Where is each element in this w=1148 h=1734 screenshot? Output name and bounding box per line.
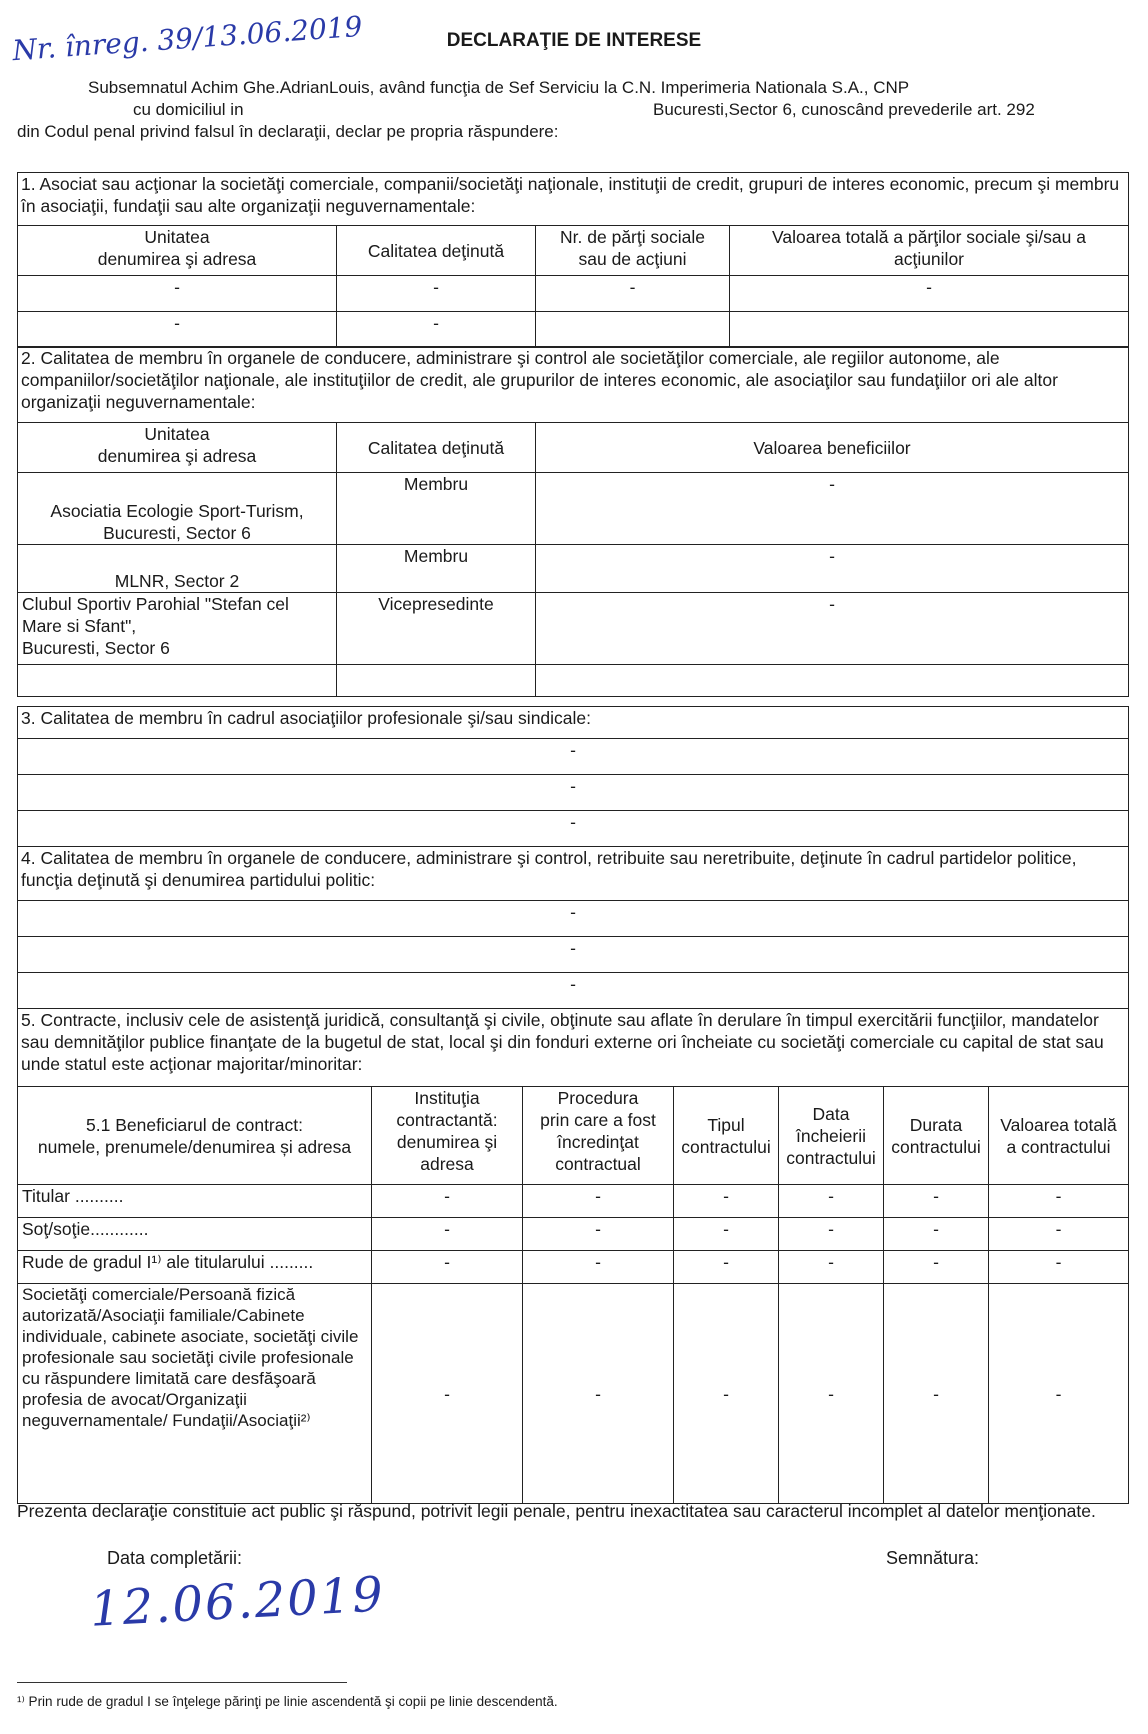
s1-col-value: Valoarea totală a părţilor sociale şi/sau a acţiunilor bbox=[730, 226, 1129, 276]
section-5-heading: 5. Contracte, inclusiv cele de asistenţă juridică, consultanţă şi civile, obţinute sau aflate în derulare în timpul exercitării funcţiilor, mandatelor sau demnităţilor publice finanţate de la bugetul de stat, local şi din fonduri externe ori încheiate cu societăţi comerciale cu capital de stat sau unde statul este acţionar majoritar/minoritar: bbox=[17, 1008, 1129, 1086]
intro-line-2-left: cu domiciliul in bbox=[133, 100, 244, 119]
closing-statement: Prezenta declaraţie constituie act public şi răspund, potrivit legii penale, pentru inexactitatea sau caracterul incomplet al datelor menţionate. bbox=[17, 1501, 1096, 1521]
table-cell: - bbox=[372, 1251, 523, 1284]
table-cell bbox=[337, 665, 536, 697]
table-cell: - bbox=[674, 1218, 779, 1251]
date-handwritten: 12.06.2019 bbox=[88, 1566, 387, 1638]
section-2-table bbox=[17, 422, 1129, 697]
table-cell: - bbox=[372, 1218, 523, 1251]
table-cell: - bbox=[337, 276, 536, 312]
table-cell: - bbox=[523, 1185, 674, 1218]
table-row bbox=[18, 739, 1129, 775]
table-row bbox=[18, 901, 1129, 937]
table-cell: - bbox=[884, 1251, 989, 1284]
s2-value-cell: - bbox=[536, 473, 1129, 545]
table-cell: - bbox=[730, 276, 1129, 312]
section-4-table bbox=[17, 900, 1129, 1009]
s5-col-beneficiary: 5.1 Beneficiarul de contract: numele, prenumele/denumirea și adresa bbox=[18, 1087, 372, 1185]
s5-row-label: Titular .......... bbox=[18, 1185, 372, 1218]
s2-col-role: Calitatea deţinută bbox=[337, 423, 536, 473]
table-cell: - bbox=[674, 1251, 779, 1284]
table-cell: - bbox=[884, 1218, 989, 1251]
table-cell: - bbox=[523, 1251, 674, 1284]
table-cell: - bbox=[989, 1251, 1129, 1284]
table-cell: - bbox=[372, 1284, 523, 1504]
s5-col-date: Data încheierii contractului bbox=[779, 1087, 884, 1185]
s1-col-role: Calitatea deţinută bbox=[337, 226, 536, 276]
section-5-table bbox=[17, 1086, 1129, 1504]
s5-col-duration: Durata contractului bbox=[884, 1087, 989, 1185]
s2-role-cell: Membru bbox=[337, 473, 536, 545]
s2-col-unit: Unitatea denumirea şi adresa bbox=[18, 423, 337, 473]
table-row bbox=[18, 775, 1129, 811]
table-cell bbox=[18, 665, 337, 697]
table-cell bbox=[730, 312, 1129, 348]
table-row bbox=[18, 473, 1129, 545]
s5-col-institution: Instituţia contractantă: denumirea şi adresa bbox=[372, 1087, 523, 1185]
s5-col-procedure: Procedura prin care a fost încredinţat contractual bbox=[523, 1087, 674, 1185]
signature-label: Semnătura: bbox=[886, 1548, 980, 1568]
s5-col-type: Tipul contractului bbox=[674, 1087, 779, 1185]
s5-row-label: Rude de gradul I¹⁾ ale titularului ......... bbox=[18, 1251, 372, 1284]
table-cell bbox=[536, 312, 730, 348]
s2-value-cell: - bbox=[536, 593, 1129, 665]
intro-line-2-right: Bucuresti,Sector 6, cunoscând prevederile art. 292 bbox=[653, 100, 1035, 119]
table-row bbox=[18, 545, 1129, 593]
date-label: Data completării: bbox=[107, 1548, 243, 1568]
table-row bbox=[18, 973, 1129, 1009]
s2-unit-cell: Asociatia Ecologie Sport-Turism, Bucuresti, Sector 6 bbox=[18, 473, 337, 545]
table-row bbox=[18, 1218, 1129, 1251]
s5-col-total: Valoarea totală a contractului bbox=[989, 1087, 1129, 1185]
table-cell: - bbox=[18, 775, 1129, 811]
section-3-heading: 3. Calitatea de membru în cadrul asociaţiilor profesionale şi/sau sindicale: bbox=[17, 706, 1129, 738]
s2-role-cell: Membru bbox=[337, 545, 536, 593]
intro-line-1: Subsemnatul Achim Ghe.AdrianLouis, având funcţia de Sef Serviciu la C.N. Imperimeria Nationala S.A., CNP bbox=[88, 78, 910, 97]
table-row bbox=[18, 1284, 1129, 1504]
section-4-heading: 4. Calitatea de membru în organele de conducere, administrare şi control, retribuite sau neretribuite, deţinute în cadrul partidelor politice, funcţia deţinută şi denumirea partidului politic: bbox=[17, 846, 1129, 900]
s5-row-label: Soţ/soţie............ bbox=[18, 1218, 372, 1251]
table-cell: - bbox=[18, 739, 1129, 775]
table-row bbox=[18, 811, 1129, 847]
document-title: DECLARAŢIE DE INTERESE bbox=[446, 30, 702, 51]
s2-unit-cell: Clubul Sportiv Parohial "Stefan cel Mare si Sfant", Bucuresti, Sector 6 bbox=[18, 593, 337, 665]
table-cell: - bbox=[18, 811, 1129, 847]
table-cell: - bbox=[18, 937, 1129, 973]
intro-line-3: din Codul penal privind falsul în declaraţii, declar pe propria răspundere: bbox=[17, 122, 559, 141]
s1-col-unit: Unitatea denumirea şi adresa bbox=[18, 226, 337, 276]
table-cell: - bbox=[884, 1185, 989, 1218]
table-cell: - bbox=[372, 1185, 523, 1218]
table-cell: - bbox=[18, 901, 1129, 937]
section-1-table bbox=[17, 225, 1129, 348]
s1-col-shares: Nr. de părţi sociale sau de acţiuni bbox=[536, 226, 730, 276]
table-cell: - bbox=[523, 1284, 674, 1504]
table-cell bbox=[536, 665, 1129, 697]
table-row bbox=[18, 665, 1129, 697]
table-row bbox=[18, 937, 1129, 973]
table-cell: - bbox=[18, 276, 337, 312]
table-cell: - bbox=[884, 1284, 989, 1504]
table-cell: - bbox=[523, 1218, 674, 1251]
table-cell: - bbox=[779, 1218, 884, 1251]
table-cell: - bbox=[536, 276, 730, 312]
s2-role-cell: Vicepresedinte bbox=[337, 593, 536, 665]
table-row bbox=[18, 593, 1129, 665]
table-cell: - bbox=[779, 1284, 884, 1504]
table-row bbox=[18, 312, 1129, 348]
table-cell: - bbox=[989, 1185, 1129, 1218]
table-cell: - bbox=[989, 1284, 1129, 1504]
table-cell: - bbox=[779, 1185, 884, 1218]
table-cell: - bbox=[989, 1218, 1129, 1251]
table-cell: - bbox=[674, 1284, 779, 1504]
s2-value-cell: - bbox=[536, 545, 1129, 593]
footnote-divider bbox=[17, 1682, 347, 1683]
section-3-table bbox=[17, 738, 1129, 847]
table-cell: - bbox=[674, 1185, 779, 1218]
s5-row-label: Societăţi comerciale/Persoană fizică autorizată/Asociaţii familiale/Cabinete individuale, cabinete asociate, societăţi civile profesionale sau societăţi civile profesionale cu răspundere limitată care desfăşoară profesia de avocat/Organizaţii neguvernamentale/ Fundaţii/Asociaţii²⁾ bbox=[18, 1284, 372, 1504]
section-2-heading: 2. Calitatea de membru în organele de conducere, administrare şi control ale societăţilor comerciale, ale regiilor autonome, ale companiilor/societăţilor naţionale, ale instituţiilor de credit, ale grupurilor de interes economic, ale asociaţilor sau fundaţiilor ori ale altor organizaţii neguvernamentale: bbox=[17, 346, 1129, 422]
footnote-1: ¹⁾ Prin rude de gradul I se înţelege părinţi pe linie ascendentă şi copii pe linie descendentă. bbox=[17, 1694, 558, 1709]
table-row bbox=[18, 1251, 1129, 1284]
registration-handwritten-note: Nr. înreg. 39/13.06.2019 bbox=[11, 9, 364, 68]
table-cell: - bbox=[337, 312, 536, 348]
table-cell: - bbox=[18, 973, 1129, 1009]
table-row bbox=[18, 1185, 1129, 1218]
s2-col-benefits: Valoarea beneficiilor bbox=[536, 423, 1129, 473]
table-cell: - bbox=[779, 1251, 884, 1284]
table-cell: - bbox=[18, 312, 337, 348]
table-row bbox=[18, 276, 1129, 312]
section-1-heading: 1. Asociat sau acţionar la societăţi comerciale, companii/societăţi naţionale, instituţii de credit, grupuri de interes economic, precum şi membru în asociaţii, fundaţii sau alte organizaţii neguvernamentale: bbox=[17, 172, 1129, 225]
s2-unit-cell: MLNR, Sector 2 bbox=[18, 545, 337, 593]
